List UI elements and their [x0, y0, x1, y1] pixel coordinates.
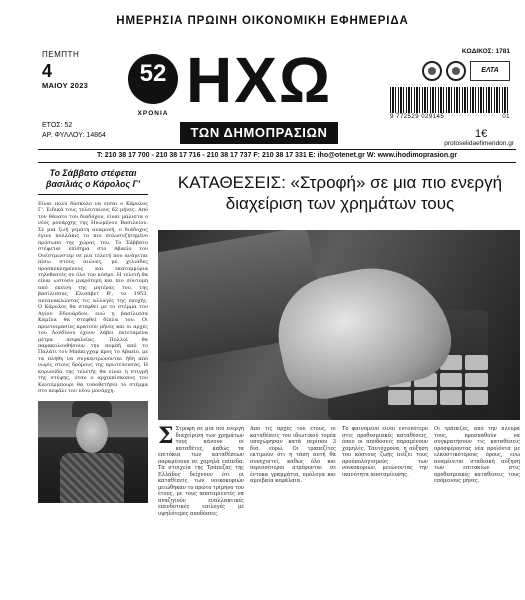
press-logo-icon: [422, 61, 442, 81]
date-block: [42, 50, 88, 90]
barcode-numbers: [390, 114, 510, 120]
lead-headline[interactable]: ΚΑΤΑΘΕΣΕΙΣ: «Στροφή» σε μια πιο ενεργή διαχείριση των χρημάτων τους: [177, 173, 503, 213]
issue-info: [42, 121, 106, 141]
elta-logo: ΕΛΤΑ: [470, 61, 510, 81]
top-line: ΗΜΕΡΗΣΙΑ ΠΡΩΙΝΗ ΟΙΚΟΝΟΜΙΚΗ ΕΦΗΜΕΡΙΔΑ: [116, 15, 409, 27]
newspaper-tagline: ΤΩΝ ΔΗΜΟΠΡΑΣΙΩΝ: [180, 122, 338, 144]
day-name: ΠΕΜΠΤΗ: [42, 50, 80, 59]
sidebar-body: Είναι πολύ δύσκολο να είσαι ο Κάρολος Γ'. Ειδικά τους τελευταίους 62 μήνες. Από τον θάνατο του διαδόχου, είναι μάλιστα ο νέος μονάρχης της Ηνωμένου Βασιλείου. Σε μια ζωή γεμάτη αναμονή, ο διάδοχος έγινε πολλάκις το πιο πολυσυζητημένο πρόσωπο της χώρας του. Το Σάββατο στέφεται επίσημα στο Αβαείο του Ουέστμινστερ σε μια τελετή που ανάγεται πίσω στους αιώνες, με χιλιάδες προσκεκλημένους και εκατομμύρια τηλεθεατές σε όλο τον κόσμο. Η τελετή θα είναι ωστόσο μικρότερη και πιο σύντομη από εκείνη της μητέρας του, της βασίλισσας Ελισάβετ Β', το 1953, αντανακλώντας τις αλλαγές της εποχής. Ο Κάρολος θα στεφθεί με το στέμμα του Αγίου Εδουάρδου, ενώ η βασίλισσα Καμίλα θα στεφθεί δίπλα του. Οι προετοιμασίες κρατούν μήνες και οι αρχές του Λονδίνου έχουν λάβει εκτεταμένα μέτρα ασφαλείας. Πολλοί θα παρακολουθήσουν την πομπή από το Παλάτι του Μπάκιγχαμ προς το Αβαείο, με τα πλήθη να συγκεντρώνονται ήδη από νωρίς στους δρόμους της πρωτεύουσας. Η κορωνίδα της τελετής θα είναι η στιγμή της στέψης, όταν ο αρχιεπίσκοπος του Καντέρμπουρι θα τοποθετήσει το στέμμα στο κεφάλι του νέου μονάρχη.: [38, 201, 148, 395]
day-number: 4: [42, 61, 53, 81]
month-year: ΜΑΙΟΥ 2023: [42, 81, 89, 90]
barcode-icon: [390, 87, 510, 113]
masthead-logo[interactable]: [124, 44, 338, 148]
sidebar-headline[interactable]: Το Σάββατο στέφεται βασιλιάς ο Κάρολος Γ': [46, 168, 140, 189]
lead-column-1: [158, 426, 244, 596]
partner-logos: [390, 61, 510, 81]
lead-body: [158, 426, 520, 596]
sidebar-divider: [38, 194, 148, 195]
masthead-right: [390, 48, 510, 120]
lead-column-1-text: Στροφή σε μια πιο ενεργή διαχείριση των χρημάτων τους κάνουν οι καταθέτες, καθώς τα επιτόκια των καταθέσεων παραμένουν σε χαμηλά επίπεδα. Τα στοιχεία της Τράπεζας της Ελλάδος δείχνουν ότι οι καταθέσεις των νοικοκυριών μειώθηκαν το πρώτο τρίμηνο του έτους, με τους αποταμιευτές να αναζητούν εναλλακτικές επενδυτικές επιλογές με υψηλότερες αποδόσεις.: [158, 426, 244, 517]
distribution-logo-icon: [446, 61, 466, 81]
newspaper-title: ΗΧΩ: [186, 44, 333, 116]
year-of-publication: ΕΤΟΣ: 52: [42, 122, 73, 129]
lead-column-3: Το φαινόμενο είναι εντονότερο στις προθεσμιακές καταθέσεις, όπου οι αποδόσεις παραμένουν χαμηλές. Ταυτόχρονα, η αύξηση του κόστους ζωής πιέζει τους προϋπολογισμούς των νοικοκυριών, μειώνοντας την ικανότητα αποταμίευσης.: [342, 426, 428, 478]
badge-number: 52: [139, 60, 167, 87]
anniversary-badge: [128, 54, 178, 117]
drop-cap: Σ: [158, 426, 174, 449]
king-charles-photo: [38, 401, 148, 503]
badge-label: ΧΡΟΝΙΑ: [137, 110, 169, 117]
price: 1€: [475, 128, 488, 140]
issue-number: ΑΡ. ΦΥΛΛΟΥ: 14864: [42, 132, 106, 139]
lead-column-4: Οι τράπεζες, από την πλευρά τους, προσπαθούν να συγκρατήσουν τις καταθέσεις προσφέροντας νέα προϊόντα με ελκυστικότερους όρους, ενώ αναμένεται σταδιακή αύξηση των επιτοκίων στις προθεσμιακές καταθέσεις τους επόμενους μήνες.: [434, 426, 520, 484]
atm-photo: [158, 230, 520, 420]
barcode-right: 01: [502, 114, 510, 120]
code-label: ΚΩΔΙΚΟΣ: 1781: [461, 48, 510, 55]
portrait-face: [76, 413, 108, 453]
contact-bar: Τ: 210 38 17 700 - 210 38 17 716 - 210 38 17 737 F: 210 38 17 331 E: iho@otenet.gr W: www.ihodimoprasion.gr: [38, 149, 516, 163]
barcode-left: 9 772529 029145: [390, 114, 445, 120]
source-site[interactable]: protoselidaefimeridon.gr: [444, 140, 514, 147]
portrait-regalia: [60, 453, 124, 503]
lead-column-2: Από τις αρχές του έτους, οι καταθέσεις του ιδιωτικού τομέα υποχώρησαν κατά περίπου 3 δισ. ευρώ. Οι τραπεζίτες εκτιμούν ότι η τάση αυτή θα συνεχιστεί, καθώς όλο και περισσότεροι στρέφονται σε έντοκα γραμμάτια, ομόλογα και αμοιβαία κεφάλαια.: [250, 426, 336, 484]
sidebar-article: [38, 168, 148, 596]
